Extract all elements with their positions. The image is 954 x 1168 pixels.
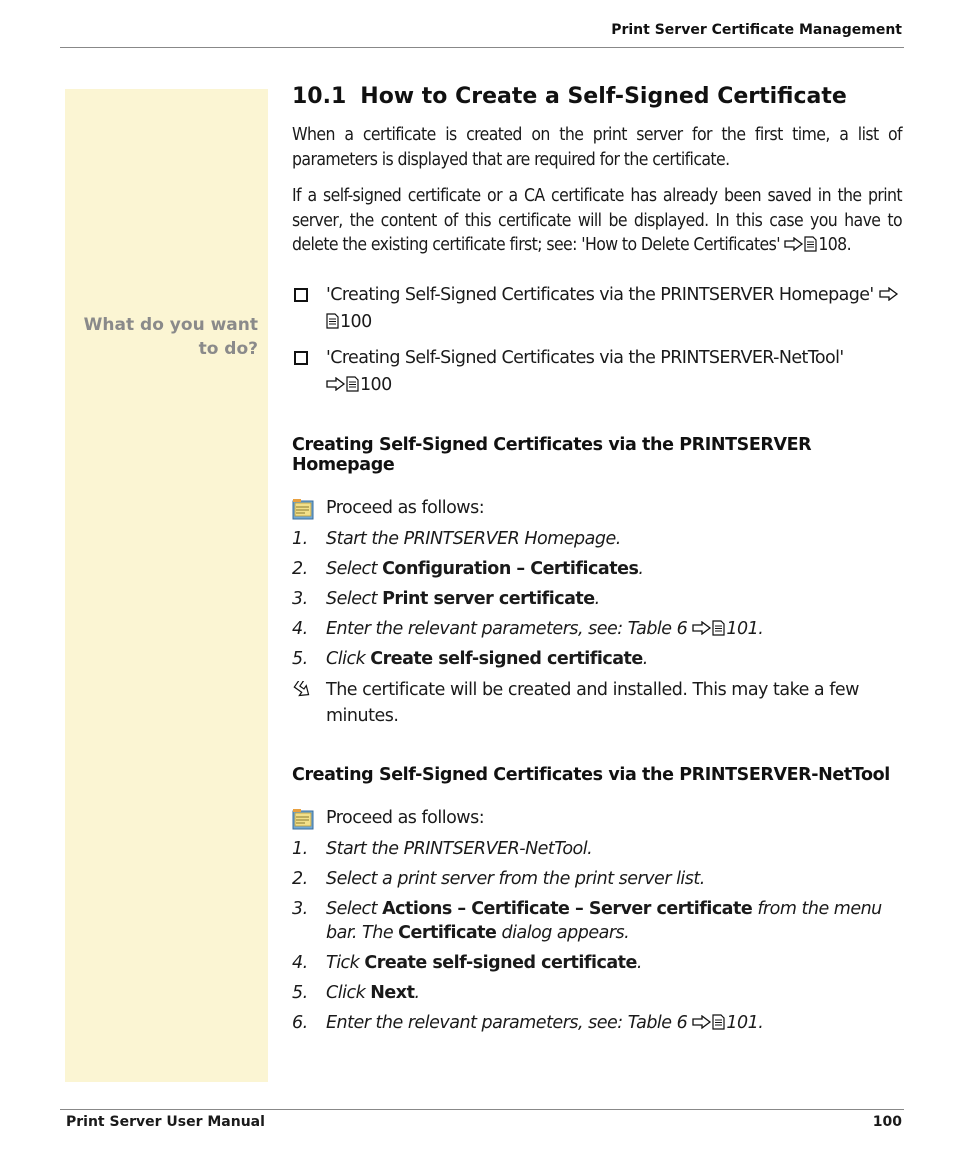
homepage-subheading: Creating Self-Signed Certificates via the PRINTSERVER Homepage	[292, 434, 812, 475]
list-item: 2. Select Configuration – Certificates.	[292, 558, 644, 579]
list-item: 4. Tick Create self-signed certificate.	[292, 952, 642, 973]
nettool-subheading: Creating Self-Signed Certificates via the PRINTSERVER-NetTool	[292, 764, 890, 785]
folder-icon	[292, 808, 314, 830]
page-icon	[712, 1014, 725, 1030]
section-title: How to Create a Self-Signed Certificate	[360, 84, 847, 109]
list-item: 3. Select Print server certificate.	[292, 588, 600, 609]
proceed-text: Proceed as follows:	[326, 497, 485, 518]
step-page-ref[interactable]: 101.	[726, 1012, 764, 1033]
margin-sidebar	[65, 89, 268, 1082]
footer-manual-title: Print Server User Manual	[66, 1114, 265, 1130]
cross-reference-arrow-icon	[326, 377, 346, 391]
list-item: 1. Start the PRINTSERVER-NetTool.	[292, 838, 593, 859]
list-item: 2. Select a print server from the print server list.	[292, 868, 705, 889]
sidebar-label-line1: What do you want	[83, 315, 258, 335]
result-arrow-icon	[292, 681, 312, 699]
task-item-homepage[interactable]	[292, 282, 902, 336]
list-item: 6. Enter the relevant parameters, see: Table 6 101.	[292, 1012, 764, 1033]
task-text: 'Creating Self-Signed Certificates via the PRINTSERVER Homepage'	[326, 284, 874, 305]
header-rule	[60, 47, 904, 48]
homepage-proceed	[292, 495, 902, 521]
task-page-ref[interactable]: 100	[360, 374, 392, 395]
task-page-ref[interactable]: 100	[340, 311, 372, 332]
list-item: 4. Enter the relevant parameters, see: Table 6 101.	[292, 618, 764, 639]
section-number: 10.1	[292, 84, 347, 109]
folder-icon	[292, 498, 314, 520]
list-item: 1. Start the PRINTSERVER Homepage.	[292, 528, 621, 549]
running-header: Print Server Certificate Management	[611, 22, 902, 38]
cross-reference-arrow-icon	[879, 287, 899, 301]
step-page-ref[interactable]: 101.	[726, 618, 764, 639]
nettool-steps	[292, 837, 902, 1035]
homepage-steps	[292, 527, 902, 671]
page-icon	[804, 236, 817, 252]
nettool-proceed	[292, 805, 902, 831]
proceed-text: Proceed as follows:	[326, 807, 485, 828]
section-heading	[292, 84, 902, 109]
homepage-result	[292, 677, 902, 729]
list-item: 5. Click Next.	[292, 982, 420, 1003]
list-item: 3. Select Actions – Certificate – Server certificate from the menu bar. The Certificate dialog appears.	[292, 898, 882, 943]
result-text: The certificate will be created and installed. This may take a few minutes.	[326, 679, 859, 726]
main-content	[292, 84, 902, 1041]
delete-note-text: If a self-signed certificate or a CA certificate has already been saved in the print server, the content of this certificate will be displayed. In this case you have to delete the existing certificate first; see: 'How to Delete Certificates'	[292, 186, 902, 255]
cross-reference-arrow-icon	[692, 621, 712, 635]
delete-note-page-ref[interactable]: 108.	[818, 235, 851, 255]
intro-paragraph: When a certificate is created on the print server for the first time, a list of parameters is displayed that are required for the certificate.	[292, 125, 902, 170]
cross-reference-arrow-icon	[692, 1015, 712, 1029]
page-icon	[326, 313, 339, 329]
task-text: 'Creating Self-Signed Certificates via the PRINTSERVER-NetTool'	[326, 347, 844, 368]
cross-reference-arrow-icon	[784, 237, 804, 251]
checkbox-icon	[294, 288, 308, 302]
page-icon	[712, 620, 725, 636]
task-item-nettool[interactable]	[292, 345, 902, 399]
page-icon	[346, 376, 359, 392]
task-list	[292, 282, 902, 399]
page-number: 100	[872, 1114, 902, 1130]
list-item: 5. Click Create self-signed certificate.	[292, 648, 648, 669]
delete-note-paragraph	[292, 184, 902, 258]
footer-rule	[60, 1109, 904, 1110]
sidebar-label	[68, 313, 258, 361]
checkbox-icon	[294, 351, 308, 365]
sidebar-label-line2: to do?	[198, 339, 258, 359]
